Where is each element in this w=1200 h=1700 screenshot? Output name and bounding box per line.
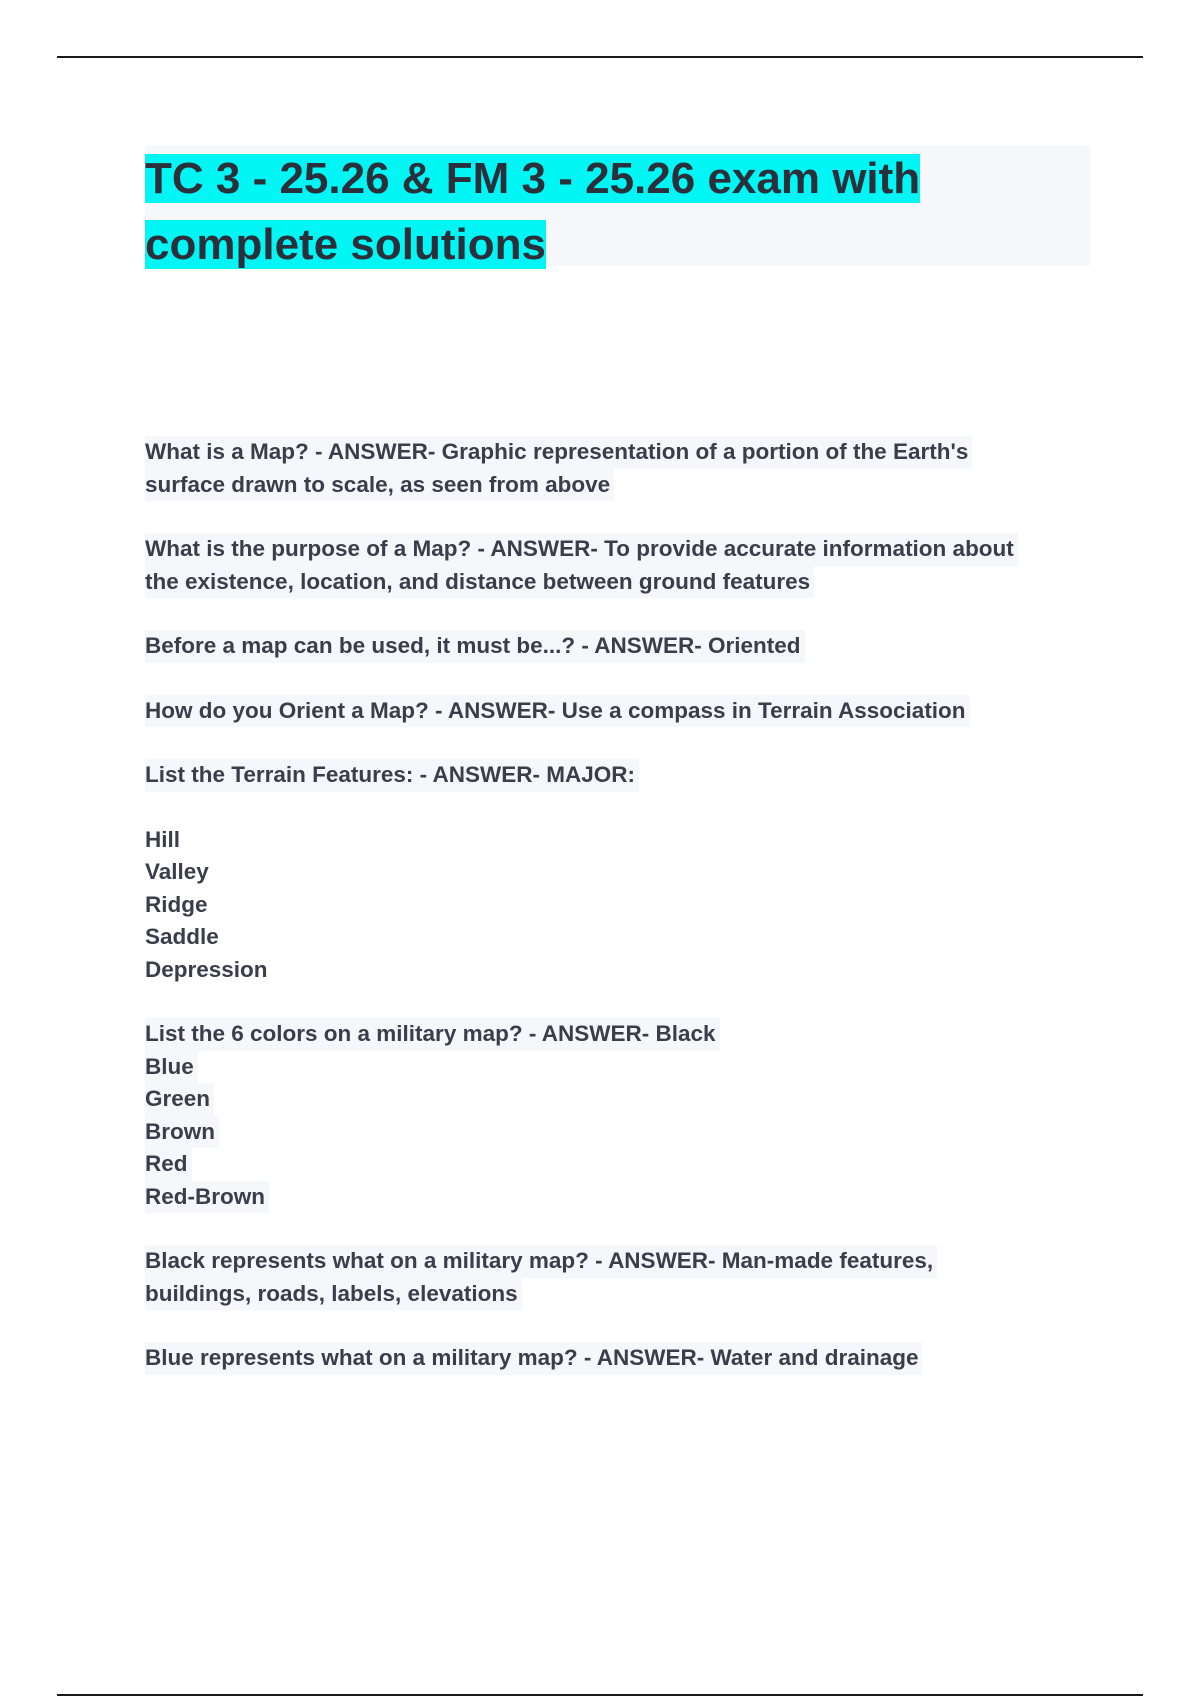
qa-item [145, 436, 1095, 501]
qa-content [145, 436, 1095, 1375]
qa-line: buildings, roads, labels, elevations [145, 1278, 522, 1311]
list-item: Ridge [145, 891, 208, 917]
qa-line: Black represents what on a military map? - ANSWER- Man-made features, [145, 1245, 937, 1278]
list-item: Blue [145, 1051, 198, 1084]
qa-item [145, 1018, 1095, 1213]
title-block [145, 146, 1090, 269]
title-line-1: TC 3 - 25.26 & FM 3 - 25.26 exam with [145, 154, 921, 203]
qa-item [145, 630, 1095, 663]
qa-line: List the Terrain Features: - ANSWER- MAJOR: [145, 759, 639, 792]
qa-item [145, 1342, 1095, 1375]
qa-line: What is a Map? - ANSWER- Graphic representation of a portion of the Earth's [145, 436, 972, 469]
qa-line: the existence, location, and distance between ground features [145, 566, 814, 599]
qa-item [145, 695, 1095, 728]
qa-item [145, 533, 1095, 598]
qa-line: List the 6 colors on a military map? - ANSWER- Black [145, 1018, 720, 1051]
qa-item [145, 1245, 1095, 1310]
qa-line: Before a map can be used, it must be...? - ANSWER- Oriented [145, 630, 805, 663]
list-item: Saddle [145, 924, 219, 949]
qa-line: What is the purpose of a Map? - ANSWER- To provide accurate information about [145, 533, 1018, 566]
document-title [145, 146, 1090, 278]
list-item: Red [145, 1148, 192, 1181]
list-item: Red-Brown [145, 1181, 269, 1214]
terrain-feature-list [145, 824, 1095, 987]
list-item: Valley [145, 859, 209, 884]
qa-item [145, 759, 1095, 792]
bottom-rule [57, 1694, 1143, 1696]
list-item: Depression [145, 956, 268, 982]
qa-line: surface drawn to scale, as seen from above [145, 469, 614, 502]
top-rule [57, 56, 1143, 58]
list-item: Brown [145, 1116, 219, 1149]
list-item: Hill [145, 826, 181, 852]
list-item: Green [145, 1083, 214, 1116]
qa-line: Blue represents what on a military map? - ANSWER- Water and drainage [145, 1342, 922, 1375]
title-line-2: complete solutions [145, 220, 546, 269]
qa-line: How do you Orient a Map? - ANSWER- Use a compass in Terrain Association [145, 695, 970, 728]
